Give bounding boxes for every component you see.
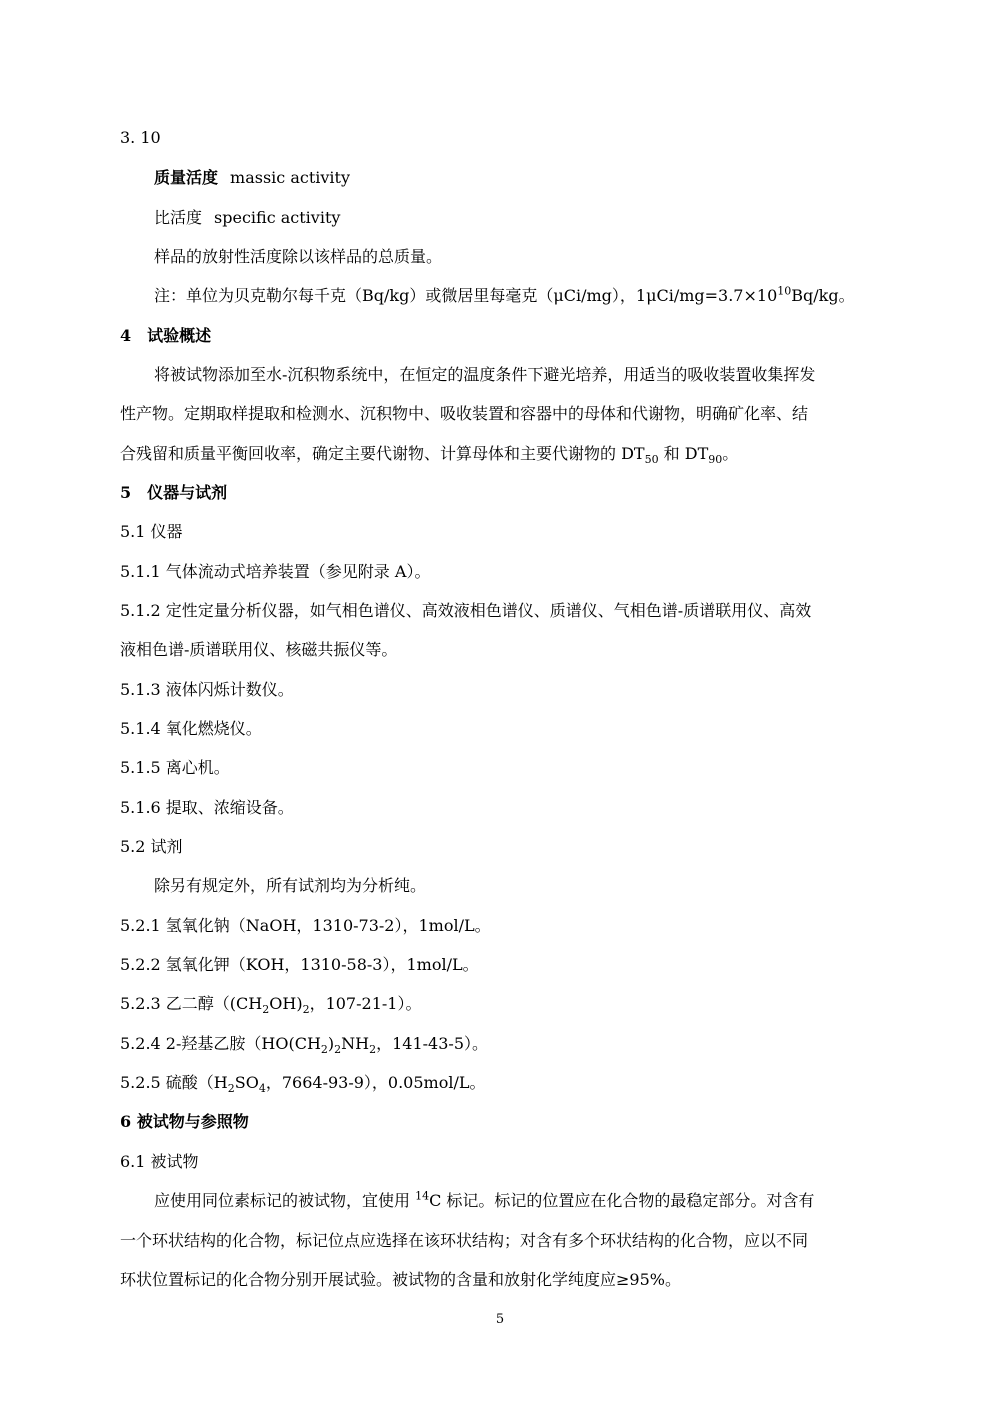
note-unit: Bq/kg。 <box>791 286 855 305</box>
reagent-5-2-2: 5.2.2 氢氧化钾（KOH，1310-58-3），1mol/L。 <box>120 955 479 974</box>
term-heading <box>154 168 350 188</box>
overview-line-2: 性产物。定期取样提取和检测水、沉积物中、吸收装置和容器中的母体和代谢物，明确矿化率、结 <box>120 404 809 423</box>
subsection-5-2: 5.2 试剂 <box>120 837 183 856</box>
test-text: C 标记。标记的位置应在化合物的最稳定部分。对含有 <box>429 1191 815 1210</box>
subscript: 2 <box>334 1043 342 1057</box>
item-5-1-3: 5.1.3 液体闪烁计数仪。 <box>120 680 294 699</box>
overview-text-and: 和 DT <box>658 444 709 463</box>
overview-line-1: 将被试物添加至水-沉积物系统中，在恒定的温度条件下避光培养，用适当的吸收装置收集挥发 <box>154 365 816 384</box>
subscript: 2 <box>320 1043 328 1057</box>
section-number: 3. 10 <box>120 128 161 147</box>
item-5-1-2-line-2: 液相色谱-质谱联用仪、核磁共振仪等。 <box>120 640 398 659</box>
section-4-heading: 4 试验概述 <box>120 326 212 345</box>
reagent-5-2-5 <box>120 1073 486 1096</box>
alt-term-chinese: 比活度 <box>154 208 203 227</box>
term-definition: 样品的放射性活度除以该样品的总质量。 <box>154 247 443 266</box>
note-superscript: 10 <box>777 284 792 298</box>
reagent-text: ，107-21-1）。 <box>309 994 422 1013</box>
overview-line-3 <box>120 444 739 467</box>
reagent-5-2-1: 5.2.1 氢氧化钠（NaOH，1310-73-2），1mol/L。 <box>120 916 491 935</box>
test-substance-line-2: 一个环状结构的化合物，标记位点应选择在该环状结构；对含有多个环状结构的化合物，应以不同 <box>120 1231 809 1250</box>
term-chinese: 质量活度 <box>154 168 219 187</box>
item-5-1-4: 5.1.4 氧化燃烧仪。 <box>120 719 262 738</box>
item-5-1-6: 5.1.6 提取、浓缩设备。 <box>120 798 294 817</box>
dt50-subscript: 50 <box>644 453 659 467</box>
subscript: 2 <box>302 1003 310 1017</box>
note-text: 注：单位为贝克勒尔每千克（Bq/kg）或微居里每毫克（μCi/mg），1μCi/mg=3.7×10 <box>154 286 778 305</box>
alt-term-english: specific activity <box>214 208 341 227</box>
overview-end: 。 <box>722 444 739 463</box>
subscript: 2 <box>262 1003 270 1017</box>
reagent-text: ，141-43-5）。 <box>376 1034 489 1053</box>
reagent-intro: 除另有规定外，所有试剂均为分析纯。 <box>154 876 427 895</box>
subscript: 2 <box>227 1082 235 1096</box>
subsection-5-1: 5.1 仪器 <box>120 522 183 541</box>
section-5-heading: 5 仪器与试剂 <box>120 483 228 502</box>
item-5-1-2-line-1: 5.1.2 定性定量分析仪器，如气相色谱仪、高效液相色谱仪、质谱仪、气相色谱-质谱联用仪、高效 <box>120 601 812 620</box>
reagent-text: 5.2.5 硫酸（H <box>120 1073 228 1092</box>
reagent-5-2-4 <box>120 1034 489 1057</box>
subscript: 2 <box>369 1043 377 1057</box>
reagent-text: NH <box>341 1034 370 1053</box>
term-english: massic activity <box>230 168 350 187</box>
alt-term <box>154 208 340 228</box>
reagent-text: 5.2.3 乙二醇（(CH <box>120 994 263 1013</box>
test-text: 应使用同位素标记的被试物，宜使用 <box>154 1191 416 1210</box>
reagent-text: 5.2.4 2-羟基乙胺（HO(CH <box>120 1034 321 1053</box>
section-6-heading: 6 被试物与参照物 <box>120 1112 249 1131</box>
term-note <box>154 286 855 306</box>
page-number: 5 <box>495 1312 505 1327</box>
reagent-5-2-3 <box>120 994 422 1017</box>
item-5-1-5: 5.1.5 离心机。 <box>120 758 230 777</box>
dt90-subscript: 90 <box>708 453 723 467</box>
item-5-1-1: 5.1.1 气体流动式培养装置（参见附录 A）。 <box>120 562 431 581</box>
test-substance-line-1 <box>154 1191 814 1211</box>
overview-text: 合残留和质量平衡回收率，确定主要代谢物、计算母体和主要代谢物的 DT <box>120 444 645 463</box>
reagent-text: SO <box>234 1073 259 1092</box>
subscript: 4 <box>258 1082 266 1096</box>
subsection-6-1: 6.1 被试物 <box>120 1152 199 1171</box>
reagent-text: ) <box>327 1034 335 1053</box>
reagent-text: OH) <box>269 994 303 1013</box>
test-substance-line-3: 环状位置标记的化合物分别开展试验。被试物的含量和放射化学纯度应≥95%。 <box>120 1270 681 1289</box>
reagent-text: ，7664-93-9），0.05mol/L。 <box>265 1073 486 1092</box>
isotope-superscript: 14 <box>415 1189 430 1203</box>
